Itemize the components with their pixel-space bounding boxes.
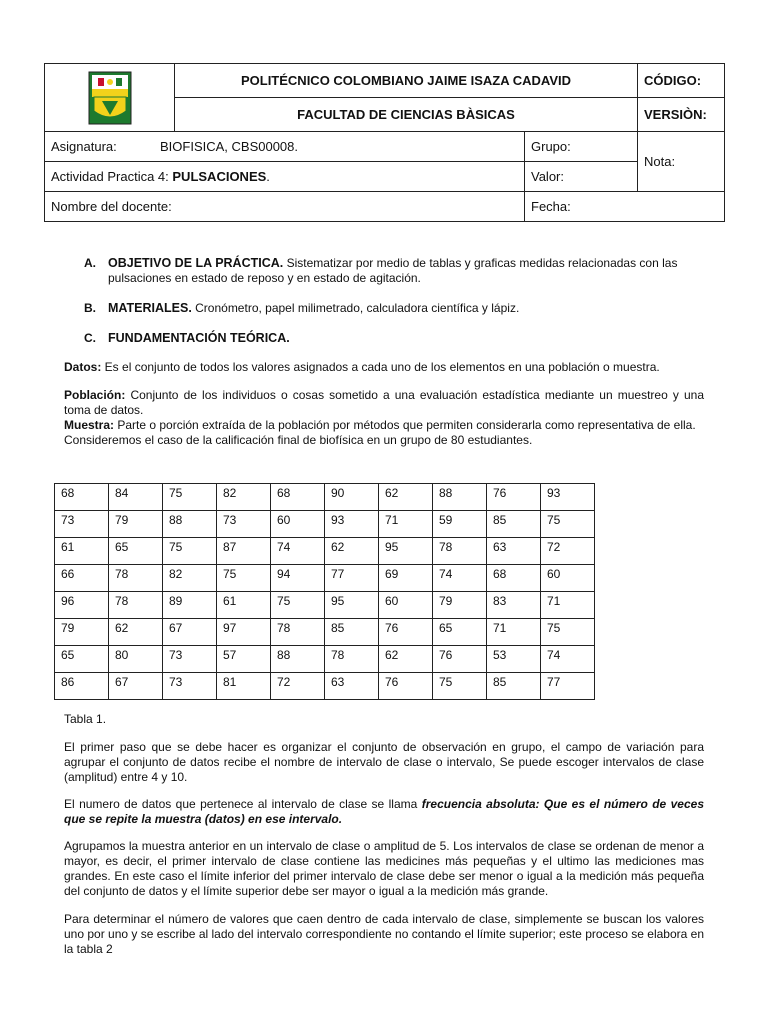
table-cell: 62 <box>379 646 433 673</box>
asignatura-field <box>45 132 525 162</box>
table-cell: 60 <box>379 592 433 619</box>
table-cell: 60 <box>271 511 325 538</box>
table-cell: 78 <box>433 538 487 565</box>
actividad-suffix: . <box>266 169 270 184</box>
table-cell: 69 <box>379 565 433 592</box>
table-cell: 53 <box>487 646 541 673</box>
institution-shield-logo <box>88 71 132 125</box>
table-cell: 68 <box>55 484 109 511</box>
table-cell: 85 <box>487 511 541 538</box>
table-cell: 72 <box>271 673 325 700</box>
table-cell: 74 <box>271 538 325 565</box>
table-cell: 85 <box>487 673 541 700</box>
table-cell: 77 <box>541 673 595 700</box>
muestra-term: Muestra: <box>64 418 115 432</box>
datos-term: Datos: <box>64 360 102 374</box>
table-row <box>55 592 595 619</box>
table-cell: 79 <box>109 511 163 538</box>
section-letter-a: A. <box>84 256 96 270</box>
table-cell: 88 <box>433 484 487 511</box>
frecuencia-definition: frecuencia absoluta: Que es el número de veces que se repite la muestra (datos) en ese intervalo. <box>64 797 705 826</box>
table-cell: 95 <box>325 592 379 619</box>
asignatura-value: BIOFISICA, CBS00008. <box>160 139 299 154</box>
table-cell: 61 <box>55 538 109 565</box>
document-header <box>44 63 724 225</box>
table-cell: 76 <box>379 619 433 646</box>
table-row <box>55 565 595 592</box>
table-cell: 89 <box>163 592 217 619</box>
table-cell: 90 <box>325 484 379 511</box>
table-cell: 71 <box>379 511 433 538</box>
actividad-field <box>45 162 525 192</box>
table-cell: 71 <box>541 592 595 619</box>
table-cell: 61 <box>217 592 271 619</box>
table-cell: 67 <box>109 673 163 700</box>
table-cell: 63 <box>487 538 541 565</box>
table-cell: 78 <box>109 565 163 592</box>
table-1-caption: Tabla 1. <box>64 712 107 726</box>
fundamentacion-heading: FUNDAMENTACIÓN TEÓRICA. <box>108 331 290 345</box>
table-cell: 78 <box>271 619 325 646</box>
table-cell: 75 <box>271 592 325 619</box>
consideremos-text: Consideremos el caso de la calificación final de biofísica en un grupo de 80 estudiantes. <box>64 433 533 447</box>
poblacion-term: Población: <box>64 388 126 402</box>
table-cell: 76 <box>487 484 541 511</box>
table-cell: 95 <box>379 538 433 565</box>
table-cell: 83 <box>487 592 541 619</box>
table-cell: 97 <box>217 619 271 646</box>
table-cell: 65 <box>109 538 163 565</box>
table-cell: 93 <box>541 484 595 511</box>
fecha-label: Fecha: <box>525 192 725 222</box>
paragraph-determinar: Para determinar el número de valores que caen dentro de cada intervalo de clase, simplemente se buscan los valores uno por uno y se escribe al lado del intervalo correspondiente no contando el límite superior; este proceso se elabora en la tabla 2 <box>64 912 704 956</box>
asignatura-label: Asignatura: <box>51 139 117 154</box>
table-cell: 84 <box>109 484 163 511</box>
table-cell: 85 <box>325 619 379 646</box>
table-cell: 94 <box>271 565 325 592</box>
table-cell: 73 <box>163 646 217 673</box>
table-cell: 74 <box>541 646 595 673</box>
section-letter-c: C. <box>84 331 96 345</box>
table-cell: 65 <box>55 646 109 673</box>
table-cell: 81 <box>217 673 271 700</box>
table-cell: 59 <box>433 511 487 538</box>
paragraph-agrupamos: Agrupamos la muestra anterior en un intervalo de clase o amplitud de 5. Los intervalos de clase se ordenan de menor a mayor, es decir, el primer intervalo de clase contiene las medicines más pequeñas y el ultimo las mediciones mas grandes. En este caso el límite inferior del primer intervalo de clase debe ser menor o igual a la medición más pequeña del conjunto de datos y el límite superior debe ser mayor o igual a la medición más grande. <box>64 839 704 898</box>
table-cell: 96 <box>55 592 109 619</box>
table-cell: 62 <box>109 619 163 646</box>
table-row <box>55 646 595 673</box>
table-cell: 82 <box>217 484 271 511</box>
poblacion-definition <box>64 388 704 448</box>
table-cell: 76 <box>379 673 433 700</box>
table-cell: 79 <box>433 592 487 619</box>
table-cell: 93 <box>325 511 379 538</box>
materiales-text: Cronómetro, papel milimetrado, calculadora científica y lápiz. <box>191 301 520 315</box>
table-cell: 68 <box>271 484 325 511</box>
datos-definition <box>64 360 704 375</box>
table-cell: 73 <box>55 511 109 538</box>
section-letter-b: B. <box>84 301 96 315</box>
paragraph-frecuencia <box>64 797 704 827</box>
frecuencia-intro: El numero de datos que pertenece al intervalo de clase se llama <box>64 797 422 811</box>
nota-label: Nota: <box>638 132 725 192</box>
table-cell: 74 <box>433 565 487 592</box>
actividad-label: Actividad Practica 4: <box>51 169 173 184</box>
faculty-name: FACULTAD DE CIENCIAS BÀSICAS <box>175 98 638 132</box>
table-row <box>55 619 595 646</box>
table-cell: 82 <box>163 565 217 592</box>
codigo-label: CÓDIGO: <box>638 64 725 98</box>
table-cell: 68 <box>487 565 541 592</box>
table-cell: 57 <box>217 646 271 673</box>
table-cell: 60 <box>541 565 595 592</box>
table-cell: 62 <box>379 484 433 511</box>
table-cell: 78 <box>109 592 163 619</box>
section-materiales <box>84 301 704 316</box>
table-row <box>55 673 595 700</box>
table-cell: 80 <box>109 646 163 673</box>
table-row <box>55 511 595 538</box>
objetivo-text: Sistematizar por medio de tablas y graficas medidas relacionadas con las pulsaciones en estado de reposo y en estado de agitación. <box>108 256 678 285</box>
table-cell: 76 <box>433 646 487 673</box>
table-cell: 79 <box>55 619 109 646</box>
table-cell: 87 <box>217 538 271 565</box>
materiales-heading: MATERIALES. <box>108 301 192 315</box>
docente-label: Nombre del docente: <box>45 192 525 222</box>
section-objetivo <box>84 256 704 286</box>
table-cell: 71 <box>487 619 541 646</box>
objetivo-heading: OBJETIVO DE LA PRÁCTICA. <box>108 256 284 270</box>
table-cell: 73 <box>163 673 217 700</box>
table-cell: 88 <box>271 646 325 673</box>
table-cell: 75 <box>541 619 595 646</box>
table-row <box>55 484 595 511</box>
table-cell: 67 <box>163 619 217 646</box>
table-cell: 75 <box>163 484 217 511</box>
table-cell: 66 <box>55 565 109 592</box>
table-cell: 75 <box>217 565 271 592</box>
table-cell: 77 <box>325 565 379 592</box>
table-cell: 86 <box>55 673 109 700</box>
table-cell: 62 <box>325 538 379 565</box>
table-cell: 73 <box>217 511 271 538</box>
table-cell: 75 <box>433 673 487 700</box>
datos-text: Es el conjunto de todos los valores asignados a cada uno de los elementos en una población o muestra. <box>101 360 660 374</box>
table-cell: 65 <box>433 619 487 646</box>
table-cell: 78 <box>325 646 379 673</box>
table-row <box>55 538 595 565</box>
version-label: VERSIÒN: <box>638 98 725 132</box>
actividad-value: PULSACIONES <box>172 169 267 184</box>
table-cell: 63 <box>325 673 379 700</box>
table-cell: 75 <box>541 511 595 538</box>
muestra-text: Parte o porción extraída de la población por métodos que permiten considerarla como representativa de ella. <box>114 418 696 432</box>
institution-name: POLITÉCNICO COLOMBIANO JAIME ISAZA CADAVID <box>175 64 638 98</box>
table-1 <box>54 483 595 700</box>
logo-cell <box>45 64 175 132</box>
grupo-label: Grupo: <box>525 132 638 162</box>
section-fundamentacion <box>84 331 704 346</box>
paragraph-intervalos: El primer paso que se debe hacer es organizar el conjunto de observación en grupo, el campo de variación para agrupar el conjunto de datos recibe el nombre de intervalo de clase o intervalo, Se puede escoger intervalos de clase (amplitud) entre 4 y 10. <box>64 740 704 784</box>
valor-label: Valor: <box>525 162 638 192</box>
table-cell: 88 <box>163 511 217 538</box>
table-cell: 75 <box>163 538 217 565</box>
table-cell: 72 <box>541 538 595 565</box>
poblacion-text: Conjunto de los individuos o cosas sometido a una evaluación estadística mediante un muestreo y una toma de datos. <box>64 388 704 417</box>
